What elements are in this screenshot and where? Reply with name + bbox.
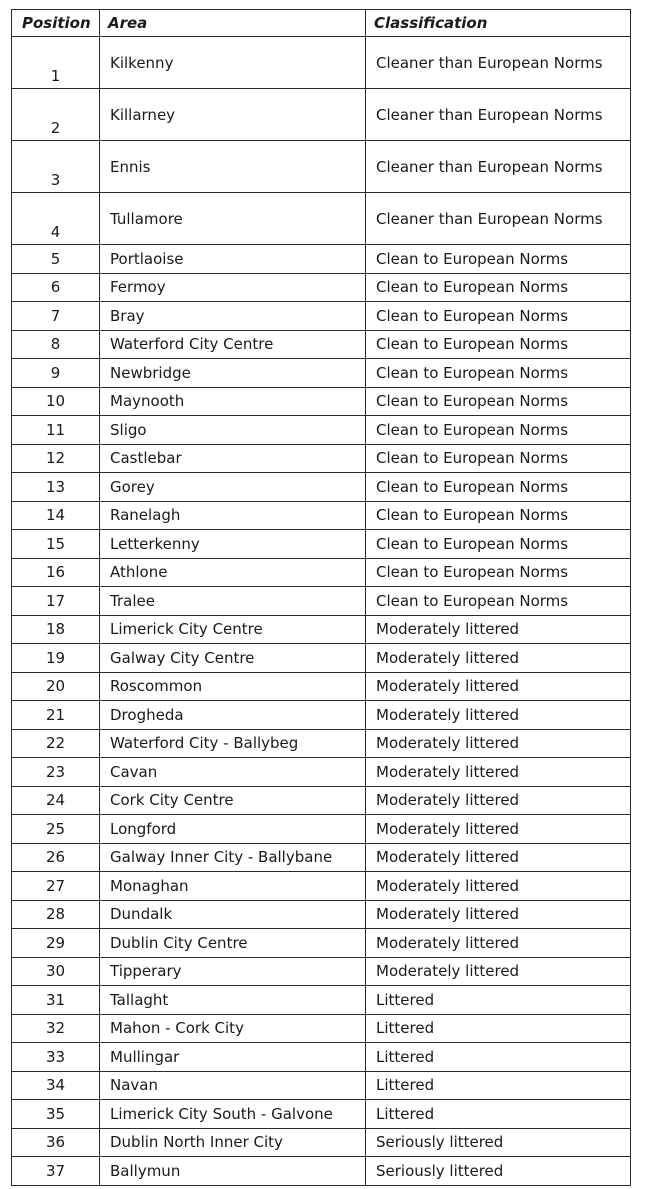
classification-cell: Littered — [366, 1100, 631, 1129]
table-row — [12, 37, 631, 89]
table-row — [12, 558, 631, 587]
table-row — [12, 957, 631, 986]
position-cell: 14 — [12, 501, 100, 530]
table-row — [12, 530, 631, 559]
position-cell: 35 — [12, 1100, 100, 1129]
table-row — [12, 1071, 631, 1100]
table-row — [12, 1100, 631, 1129]
area-cell: Bray — [100, 302, 366, 331]
area-cell: Tralee — [100, 587, 366, 616]
table-row — [12, 929, 631, 958]
table-row — [12, 444, 631, 473]
position-cell: 20 — [12, 672, 100, 701]
position-cell: 4 — [12, 193, 100, 245]
table-row — [12, 193, 631, 245]
litter-rankings-table — [11, 9, 631, 1186]
position-cell: 32 — [12, 1014, 100, 1043]
position-cell: 3 — [12, 141, 100, 193]
table-row — [12, 416, 631, 445]
table-row — [12, 701, 631, 730]
classification-cell: Clean to European Norms — [366, 330, 631, 359]
area-cell: Dublin North Inner City — [100, 1128, 366, 1157]
table-row — [12, 815, 631, 844]
classification-header: Classification — [366, 10, 631, 37]
position-header: Position — [12, 10, 100, 37]
classification-cell: Cleaner than European Norms — [366, 193, 631, 245]
area-cell: Roscommon — [100, 672, 366, 701]
classification-cell: Moderately littered — [366, 786, 631, 815]
area-cell: Letterkenny — [100, 530, 366, 559]
position-cell: 27 — [12, 872, 100, 901]
table-row — [12, 900, 631, 929]
area-cell: Portlaoise — [100, 245, 366, 274]
position-cell: 9 — [12, 359, 100, 388]
classification-cell: Clean to European Norms — [366, 416, 631, 445]
position-cell: 30 — [12, 957, 100, 986]
classification-cell: Clean to European Norms — [366, 587, 631, 616]
classification-cell: Moderately littered — [366, 729, 631, 758]
area-cell: Fermoy — [100, 273, 366, 302]
classification-cell: Moderately littered — [366, 615, 631, 644]
area-cell: Castlebar — [100, 444, 366, 473]
classification-cell: Moderately littered — [366, 672, 631, 701]
classification-cell: Moderately littered — [366, 701, 631, 730]
table-row — [12, 615, 631, 644]
area-cell: Limerick City South - Galvone — [100, 1100, 366, 1129]
classification-cell: Littered — [366, 986, 631, 1015]
position-cell: 10 — [12, 387, 100, 416]
position-cell: 2 — [12, 89, 100, 141]
table-row — [12, 89, 631, 141]
table-row — [12, 587, 631, 616]
table-row — [12, 986, 631, 1015]
classification-cell: Cleaner than European Norms — [366, 141, 631, 193]
classification-cell: Moderately littered — [366, 872, 631, 901]
table-row — [12, 387, 631, 416]
area-cell: Tipperary — [100, 957, 366, 986]
area-cell: Cork City Centre — [100, 786, 366, 815]
area-cell: Kilkenny — [100, 37, 366, 89]
position-cell: 25 — [12, 815, 100, 844]
position-cell: 37 — [12, 1157, 100, 1186]
position-cell: 16 — [12, 558, 100, 587]
position-cell: 29 — [12, 929, 100, 958]
classification-cell: Moderately littered — [366, 815, 631, 844]
area-cell: Mahon - Cork City — [100, 1014, 366, 1043]
header-row — [12, 10, 631, 37]
classification-cell: Moderately littered — [366, 758, 631, 787]
area-cell: Newbridge — [100, 359, 366, 388]
table-row — [12, 1043, 631, 1072]
table-row — [12, 302, 631, 331]
table-row — [12, 672, 631, 701]
classification-cell: Moderately littered — [366, 957, 631, 986]
table-row — [12, 872, 631, 901]
area-cell: Cavan — [100, 758, 366, 787]
position-cell: 23 — [12, 758, 100, 787]
table-row — [12, 786, 631, 815]
table-row — [12, 1157, 631, 1186]
area-cell: Longford — [100, 815, 366, 844]
area-cell: Ballymun — [100, 1157, 366, 1186]
classification-cell: Seriously littered — [366, 1157, 631, 1186]
area-cell: Dundalk — [100, 900, 366, 929]
table-row — [12, 501, 631, 530]
table-row — [12, 1128, 631, 1157]
table-row — [12, 330, 631, 359]
classification-cell: Cleaner than European Norms — [366, 37, 631, 89]
area-cell: Galway Inner City - Ballybane — [100, 843, 366, 872]
classification-cell: Clean to European Norms — [366, 245, 631, 274]
position-cell: 34 — [12, 1071, 100, 1100]
area-cell: Gorey — [100, 473, 366, 502]
position-cell: 28 — [12, 900, 100, 929]
position-cell: 26 — [12, 843, 100, 872]
table-row — [12, 245, 631, 274]
position-cell: 19 — [12, 644, 100, 673]
position-cell: 8 — [12, 330, 100, 359]
table-row — [12, 359, 631, 388]
classification-cell: Littered — [366, 1071, 631, 1100]
area-cell: Maynooth — [100, 387, 366, 416]
position-cell: 11 — [12, 416, 100, 445]
classification-cell: Clean to European Norms — [366, 302, 631, 331]
position-cell: 18 — [12, 615, 100, 644]
area-cell: Athlone — [100, 558, 366, 587]
position-cell: 33 — [12, 1043, 100, 1072]
area-header: Area — [100, 10, 366, 37]
table-row — [12, 644, 631, 673]
table-row — [12, 758, 631, 787]
area-cell: Galway City Centre — [100, 644, 366, 673]
position-cell: 24 — [12, 786, 100, 815]
classification-cell: Clean to European Norms — [366, 558, 631, 587]
classification-cell: Littered — [366, 1043, 631, 1072]
position-cell: 15 — [12, 530, 100, 559]
position-cell: 13 — [12, 473, 100, 502]
position-cell: 17 — [12, 587, 100, 616]
classification-cell: Clean to European Norms — [366, 473, 631, 502]
position-cell: 21 — [12, 701, 100, 730]
position-cell: 36 — [12, 1128, 100, 1157]
area-cell: Dublin City Centre — [100, 929, 366, 958]
area-cell: Monaghan — [100, 872, 366, 901]
classification-cell: Cleaner than European Norms — [366, 89, 631, 141]
area-cell: Tullamore — [100, 193, 366, 245]
position-cell: 6 — [12, 273, 100, 302]
classification-cell: Moderately littered — [366, 843, 631, 872]
table-row — [12, 729, 631, 758]
classification-cell: Seriously littered — [366, 1128, 631, 1157]
table-row — [12, 843, 631, 872]
area-cell: Limerick City Centre — [100, 615, 366, 644]
position-cell: 12 — [12, 444, 100, 473]
position-cell: 7 — [12, 302, 100, 331]
table-row — [12, 141, 631, 193]
area-cell: Mullingar — [100, 1043, 366, 1072]
position-cell: 31 — [12, 986, 100, 1015]
area-cell: Sligo — [100, 416, 366, 445]
area-cell: Killarney — [100, 89, 366, 141]
area-cell: Ennis — [100, 141, 366, 193]
table-row — [12, 273, 631, 302]
area-cell: Navan — [100, 1071, 366, 1100]
classification-cell: Clean to European Norms — [366, 359, 631, 388]
area-cell: Drogheda — [100, 701, 366, 730]
area-cell: Ranelagh — [100, 501, 366, 530]
area-cell: Waterford City Centre — [100, 330, 366, 359]
classification-cell: Moderately littered — [366, 644, 631, 673]
classification-cell: Littered — [366, 1014, 631, 1043]
position-cell: 22 — [12, 729, 100, 758]
classification-cell: Clean to European Norms — [366, 501, 631, 530]
area-cell: Waterford City - Ballybeg — [100, 729, 366, 758]
position-cell: 5 — [12, 245, 100, 274]
classification-cell: Clean to European Norms — [366, 387, 631, 416]
classification-cell: Clean to European Norms — [366, 273, 631, 302]
classification-cell: Moderately littered — [366, 929, 631, 958]
area-cell: Tallaght — [100, 986, 366, 1015]
table-row — [12, 473, 631, 502]
classification-cell: Moderately littered — [366, 900, 631, 929]
classification-cell: Clean to European Norms — [366, 444, 631, 473]
position-cell: 1 — [12, 37, 100, 89]
table-row — [12, 1014, 631, 1043]
classification-cell: Clean to European Norms — [366, 530, 631, 559]
